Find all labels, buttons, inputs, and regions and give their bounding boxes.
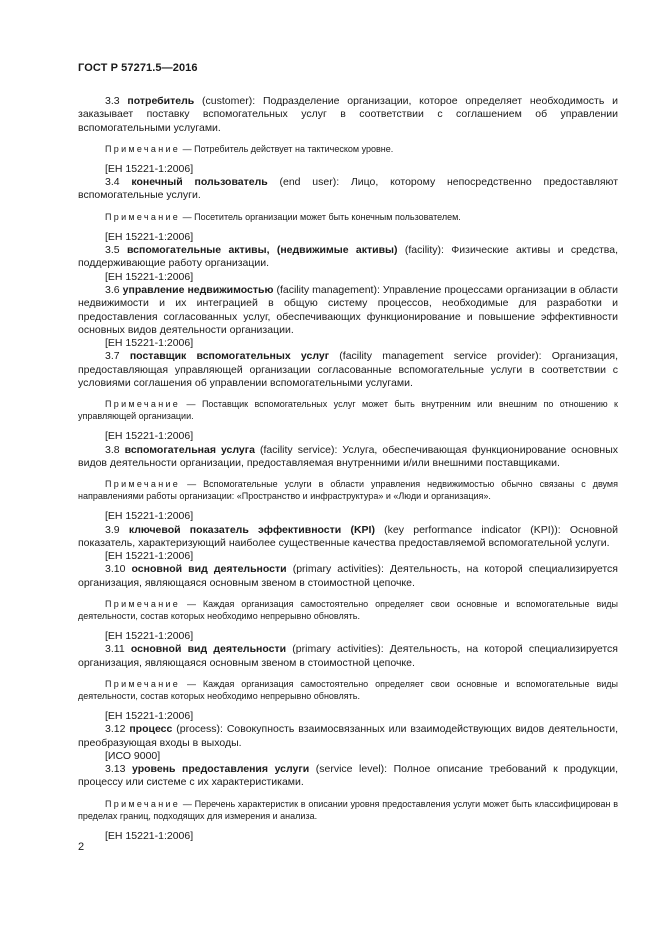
term-entry	[78, 244, 618, 284]
term-reference: [ЕН 15221-1:2006]	[105, 709, 194, 722]
term-text: (primary activities): Деятельность, на которой специализируется организация, являющаяся основным звеном в стоимостной цепочке.	[78, 563, 618, 589]
term-definition	[78, 563, 618, 590]
term-name: ключевой показатель эффективности (KPI)	[128, 523, 375, 536]
term-number: 3.7	[105, 350, 120, 363]
note-label: Примечание	[105, 479, 181, 490]
term-note: Примечание — Поставщик вспомогательных услуг может быть внутренним или внешним по отношению к управляющей организации.	[78, 399, 618, 422]
term-note: Примечание — Посетитель организации может быть конечным пользователем.	[105, 211, 461, 222]
term-reference: [ЕН 15221-1:2006]	[105, 430, 194, 443]
page-number: 2	[78, 841, 85, 853]
term-number: 3.10	[105, 563, 126, 576]
term-number: 3.13	[105, 763, 126, 776]
note-label: Примечание	[105, 399, 181, 410]
term-definition	[78, 723, 618, 750]
term-definition	[78, 176, 618, 203]
term-reference: [ЕН 15221-1:2006]	[105, 829, 194, 842]
note-label: Примечание	[105, 211, 181, 222]
term-definition	[78, 95, 618, 135]
note-text: Вспомогательные услуги в области управления недвижимостью обычно связаны с двумя направлениями работы организации: «Пространство и инфраструктура» и «Люди и организация».	[78, 479, 618, 502]
term-note: Примечание — Перечень характеристик в описании уровня предоставления услуги может быть классифицирован в пределах границ, подходящих для измерения и анализа.	[78, 798, 618, 821]
term-entry	[78, 350, 618, 443]
term-name: процесс	[129, 723, 173, 736]
term-name: конечный пользователь	[131, 176, 268, 189]
term-name: потребитель	[127, 95, 195, 107]
term-number: 3.5	[105, 244, 120, 257]
term-name: основной вид деятельности	[130, 643, 287, 656]
note-label: Примечание	[105, 798, 181, 809]
term-text: (facility management): Управление процессами организации в области недвижимости и их интеграцией в общую систему процессов, необходимые для разработки и предоставления согласованных услуг, обеспечивающих функционирование и повышение эффективности основных видов деятельности организации.	[78, 283, 619, 336]
term-text: (service level): Полное описание требований к продукции, процессу или системе с их характеристиками.	[78, 763, 619, 789]
term-note: Примечание — Потребитель действует на тактическом уровне.	[105, 143, 394, 154]
term-note: Примечание — Каждая организация самостоятельно определяет свои основные и вспомогательные виды деятельности, состав которых необходимо непрерывно обновлять.	[78, 678, 618, 701]
note-text: Потребитель действует на тактическом уровне.	[194, 143, 394, 154]
note-label: Примечание	[105, 599, 181, 610]
note-text: Поставщик вспомогательных услуг может быть внутренним или внешним по отношению к управляющей организации.	[78, 399, 618, 422]
term-entry	[78, 763, 618, 843]
note-text: Каждая организация самостоятельно определяет свои основные и вспомогательные виды деятельности, состав которых необходимо непрерывно обновлять.	[78, 678, 618, 701]
term-entry	[78, 524, 618, 564]
term-name: вспомогательные активы, (недвижимые активы)	[126, 244, 398, 257]
term-number: 3.4	[105, 176, 120, 189]
term-reference: [ЕН 15221-1:2006]	[105, 550, 194, 563]
term-number: 3.6	[105, 283, 120, 296]
term-entry	[78, 723, 618, 763]
note-label: Примечание	[105, 143, 181, 154]
term-text: (process): Совокупность взаимосвязанных или взаимодействующих видов деятельности, преобразующая входы в выходы.	[78, 723, 619, 749]
term-note: Примечание — Каждая организация самостоятельно определяет свои основные и вспомогательные виды деятельности, состав которых необходимо непрерывно обновлять.	[78, 599, 618, 622]
term-reference: [ЕН 15221-1:2006]	[105, 337, 194, 350]
term-name: основной вид деятельности	[131, 563, 287, 576]
term-reference: [ЕН 15221-1:2006]	[105, 230, 194, 243]
term-reference: [ЕН 15221-1:2006]	[105, 162, 194, 175]
term-entry	[78, 643, 618, 723]
term-name: уровень предоставления услуги	[132, 763, 310, 776]
term-definition	[78, 244, 618, 271]
term-text: (facility service): Услуга, обеспечивающая функционирование основных видов деятельности организации, предоставляемая внутренними и/или внешними поставщиками.	[78, 443, 618, 469]
note-text: Перечень характеристик в описании уровня предоставления услуги может быть классифицирован в пределах границ, подходящих для измерения и анализа.	[78, 798, 618, 821]
term-number: 3.11	[105, 643, 125, 656]
term-definition	[78, 284, 618, 337]
term-reference: [ЕН 15221-1:2006]	[105, 270, 194, 283]
term-number: 3.3	[105, 95, 120, 107]
document-body	[78, 95, 618, 843]
term-name: вспомогательная услуга	[124, 443, 255, 456]
term-text: (facility management service provider): Организация, предоставляющая управляющей организации согласованные вспомогательные услуги в соответствии с условиями соглашения об управлении вспомогательными услугами.	[78, 350, 618, 390]
term-text: (key performance indicator (KPI)): Основной показатель, характеризующий наиболее существенные качества предоставляемой вспомогательной услуги.	[78, 523, 618, 549]
document-header: ГОСТ Р 57271.5—2016	[78, 62, 198, 74]
term-definition	[78, 350, 618, 390]
term-entry	[78, 563, 618, 643]
term-name: управление недвижимостью	[122, 283, 274, 296]
term-reference: [ЕН 15221-1:2006]	[105, 510, 194, 523]
note-text: Посетитель организации может быть конечным пользователем.	[194, 211, 461, 222]
term-number: 3.8	[105, 443, 120, 456]
term-text: (primary activities): Деятельность, на которой специализируется организация, являющаяся основным звеном в стоимостной цепочке.	[78, 643, 618, 669]
term-entry	[78, 176, 618, 244]
term-note: Примечание — Вспомогательные услуги в области управления недвижимостью обычно связаны с двумя направлениями работы организации: «Пространство и инфраструктура» и «Люди и организация».	[78, 479, 618, 502]
term-entry	[78, 284, 618, 350]
term-definition	[78, 643, 618, 670]
term-definition	[78, 444, 618, 471]
term-name: поставщик вспомогательных услуг	[129, 350, 330, 363]
term-number: 3.9	[105, 523, 120, 536]
term-reference: [ИСО 9000]	[105, 749, 161, 762]
term-definition	[78, 763, 618, 790]
note-label: Примечание	[105, 678, 181, 689]
term-reference: [ЕН 15221-1:2006]	[105, 630, 194, 643]
term-text: (facility): Физические активы и средства, поддерживающие работу организации.	[78, 244, 619, 270]
term-definition	[78, 524, 618, 551]
term-text: (end user): Лицо, которому непосредственно предоставляют вспомогательные услуги.	[78, 176, 619, 202]
term-number: 3.12	[105, 723, 126, 736]
term-text: (customer): Подразделение организации, которое определяет необходимость и заказывает поставку вспомогательных услуг в соответствии с соглашением об управлении вспомогательными услугами.	[78, 95, 618, 134]
term-entry	[78, 95, 618, 176]
term-entry	[78, 444, 618, 524]
note-text: Каждая организация самостоятельно определяет свои основные и вспомогательные виды деятельности, состав которых необходимо непрерывно обновлять.	[78, 599, 618, 622]
